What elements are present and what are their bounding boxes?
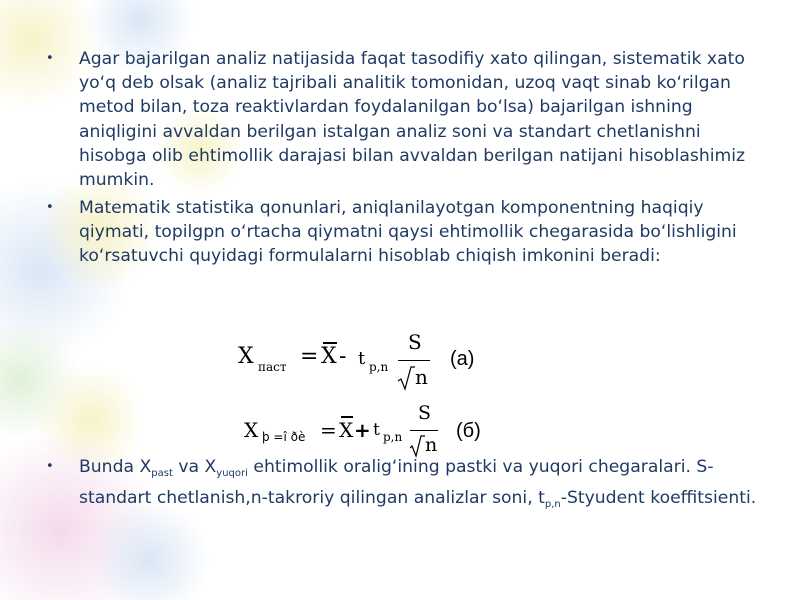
text-run: Bunda X [79, 457, 152, 477]
formula-t-symbol: t [358, 348, 366, 369]
formula-operator: + [354, 418, 371, 442]
formula-lower-limit [238, 330, 498, 395]
bullet-item [46, 196, 766, 294]
formula-lhs-subscript: паст [258, 360, 287, 374]
formula-equals: = [300, 344, 319, 369]
formula-numerator: S [418, 402, 432, 424]
formula-denominator: n [415, 365, 428, 389]
formula-mean-symbol: X [339, 418, 354, 442]
text-run: -Styudent koeffitsienti. [560, 488, 757, 509]
bullet-item [46, 47, 766, 193]
bullet-marker: • [46, 200, 54, 215]
subscript-yuqori: yuqori [216, 468, 248, 479]
fraction-bar [398, 360, 430, 361]
formula-lhs-symbol: X [244, 418, 259, 442]
bullet-marker: • [46, 51, 54, 66]
formula-t-subscript: p,n [383, 430, 403, 444]
sqrt-icon [397, 365, 415, 391]
bullet-text [79, 455, 769, 517]
formula-operator: - [339, 344, 347, 369]
bullet-item [46, 455, 766, 531]
formula-label: (б) [456, 420, 481, 442]
formula-lhs-symbol: X [238, 344, 254, 369]
bullet-marker: • [46, 459, 54, 474]
formula-lhs-subscript: þ =î ðè [262, 430, 306, 444]
subscript-pn: p,n [544, 499, 561, 511]
fraction-bar [410, 430, 438, 431]
formula-equals: = [320, 418, 337, 442]
formula-mean-symbol: X [321, 344, 337, 369]
formula-t-subscript: p,n [369, 360, 389, 374]
formula-numerator: S [408, 330, 422, 354]
mean-overbar [341, 416, 353, 418]
bullet-text: Agar bajarilgan analiz natijasida faqat tasodifiy xato qilingan, sistematik xato yo‘q deb olsak (analiz tajribali analitik tomonidan, uzoq vaqt sinab ko‘rilgan metod bilan, toza reaktivlardan foydalanilgan bo‘lsa) bajarilgan ishning aniqligini avvaldan berilgan istalgan analiz soni va standart chetlanishni hisobga olib ehtimollik darajasi bilan avvaldan berilgan natijani hisoblashimiz mumkin. [79, 49, 746, 191]
text-run: va X [172, 457, 217, 477]
formula-t-symbol: t [373, 420, 380, 440]
formula-upper-limit [244, 402, 504, 460]
subscript-past: past [151, 468, 173, 479]
formula-label: (а) [450, 348, 475, 370]
formula-denominator: n [425, 434, 438, 456]
text-run: ehtimollik oralig‘ining pastki va yuqori chegaralari. S-standart chetlanish,n-takroriy qilingan analizlar soni, t [79, 457, 714, 509]
mean-overbar [323, 342, 337, 344]
bullet-text: Matematik statistika qonunlari, aniqlanilayotgan komponentning haqiqiy qiymati, topilgpn o‘rtacha qiymatni qaysi ehtimollik chegarasida bo‘lishligini ko‘rsatuvchi quyidagi formulalarni hisoblab chiqish imkonini beradi: [79, 198, 737, 267]
